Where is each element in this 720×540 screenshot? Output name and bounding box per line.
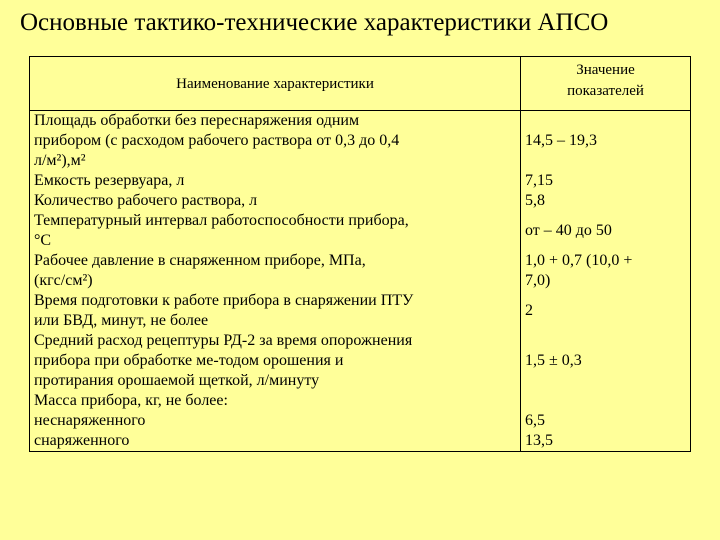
table-row [30,431,691,452]
row-name: неснаряженного [30,411,521,431]
row-name: Рабочее давление в снаряженном приборе, МПа, (кгс/см²) [30,251,521,291]
row-name: Количество рабочего раствора, л [30,191,521,211]
slide-title: Основные тактико-технические характеристики АПСО [20,9,609,36]
row-name: Время подготовки к работе прибора в снаряжении ПТУ или БВД, минут, не более [30,291,521,331]
row-value: 1,5 ± 0,3 [521,331,691,391]
row-value: 1,0 + 0,7 (10,0 + 7,0) [521,251,691,291]
row-name: снаряженного [30,431,521,452]
row-name: Площадь обработки без переснаряжения одним прибором (с расходом рабочего раствора от 0,3 до 0,4 л/м²),м² [30,111,521,172]
table-row [30,191,691,211]
table-row [30,411,691,431]
table-row [30,291,691,331]
row-value: 2 [521,291,691,331]
row-value [521,391,691,411]
header-name: Наименование характеристики [30,57,521,111]
table-row [30,211,691,251]
row-value: 7,15 [521,171,691,191]
row-name: Масса прибора, кг, не более: [30,391,521,411]
row-name: Средний расход рецептуры РД-2 за время опорожнения прибора при обработке ме-тодом орошения и протирания орошаемой щеткой, л/минуту [30,331,521,391]
table-row [30,331,691,391]
row-name: Температурный интервал работоспособности прибора, °С [30,211,521,251]
row-value: 6,5 [521,411,691,431]
table-row [30,111,691,172]
row-value: 5,8 [521,191,691,211]
table-row [30,171,691,191]
header-value: Значение показателей [521,57,691,111]
row-value: от – 40 до 50 [521,211,691,251]
specs-table [29,56,691,452]
row-value: 13,5 [521,431,691,452]
row-name: Емкость резервуара, л [30,171,521,191]
row-value: 14,5 – 19,3 [521,111,691,172]
table-row [30,251,691,291]
table-row [30,391,691,411]
table-header-row [30,57,691,111]
